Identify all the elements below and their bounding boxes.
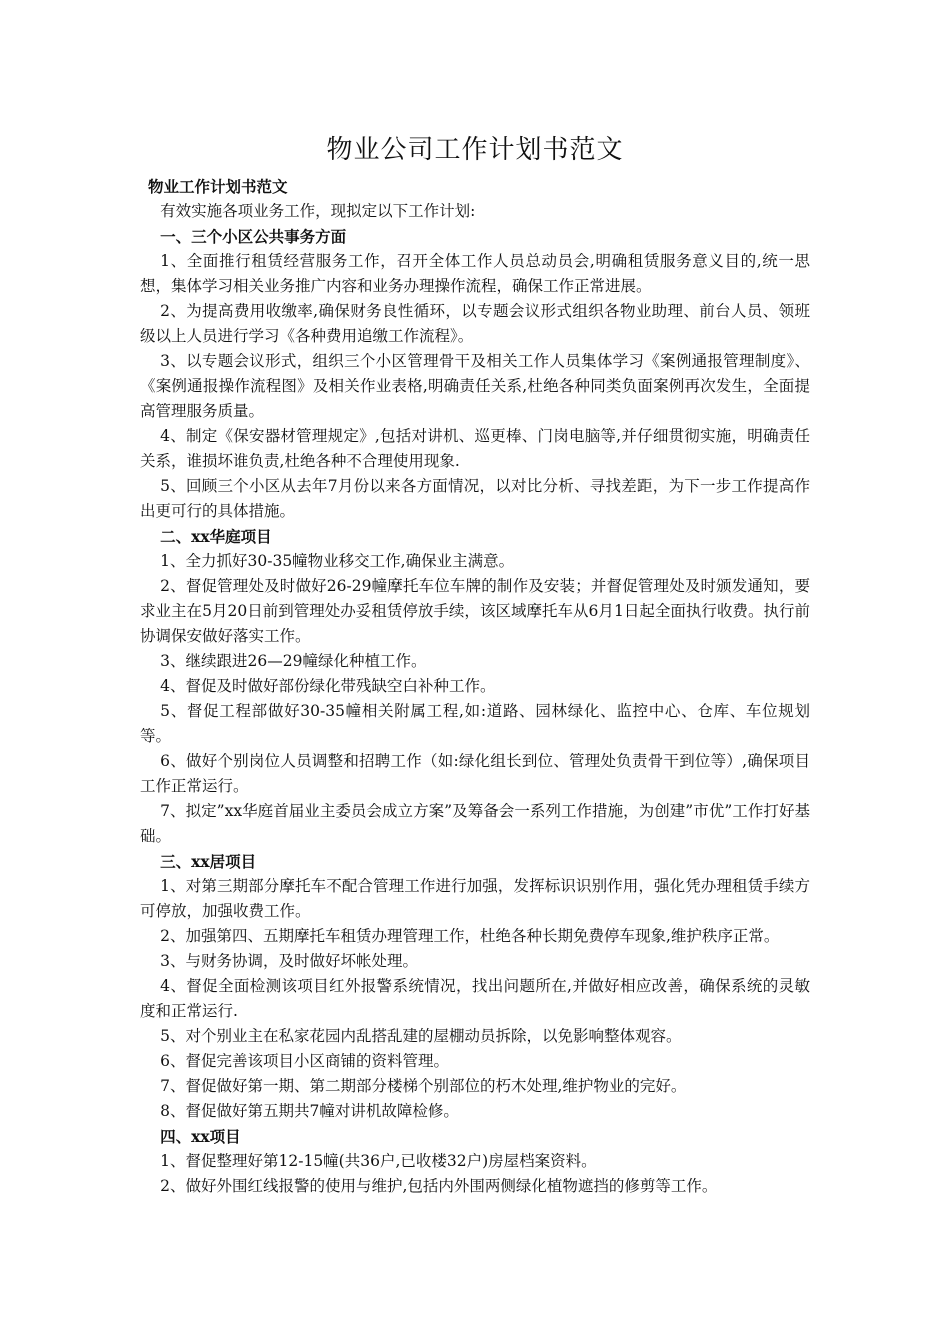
section-2: [140, 524, 810, 849]
list-item: 7、拟定”xx华庭首届业主委员会成立方案”及筹备会一系列工作措施，为创建”市优”工作打好基础。: [140, 802, 810, 845]
section-3: [140, 849, 810, 1124]
list-item: 4、制定《保安器材管理规定》,包括对讲机、巡更棒、门岗电脑等,并仔细贯彻实施，明确责任关系，谁损坏谁负责,杜绝各种不合理使用现象.: [140, 427, 810, 470]
list-item: 8、督促做好第五期共7幢对讲机故障检修。: [160, 1102, 459, 1120]
list-item: 3、以专题会议形式，组织三个小区管理骨干及相关工作人员集体学习《案例通报管理制度》、《案例通报操作流程图》及相关作业表格,明确责任关系,杜绝各种同类负面案例再次发生，全面提高管理服务质量。: [140, 352, 810, 420]
list-item: 4、督促及时做好部份绿化带残缺空白补种工作。: [160, 677, 496, 695]
list-item: 1、全面推行租赁经营服务工作，召开全体工作人员总动员会,明确租赁服务意义目的,统一思想，集体学习相关业务推广内容和业务办理操作流程，确保工作正常进展。: [140, 252, 810, 295]
list-item: 5、回顾三个小区从去年7月份以来各方面情况，以对比分析、寻找差距，为下一步工作提高作出更可行的具体措施。: [140, 477, 810, 520]
list-item: 2、为提高费用收缴率,确保财务良性循环，以专题会议形式组织各物业助理、前台人员、领班级以上人员进行学习《各种费用追缴工作流程》。: [140, 302, 810, 345]
list-item: 2、做好外围红线报警的使用与维护,包括内外围两侧绿化植物遮挡的修剪等工作。: [160, 1177, 718, 1195]
list-item: 1、督促整理好第12-15幢(共36户,已收楼32户)房屋档案资料。: [160, 1152, 597, 1170]
list-item: 7、督促做好第一期、第二期部分楼梯个别部位的朽木处理,维护物业的完好。: [160, 1077, 687, 1095]
list-item: 2、督促管理处及时做好26-29幢摩托车位车牌的制作及安装；并督促管理处及时颁发通知，要求业主在5月20日前到管理处办妥租赁停放手续，该区域摩托车从6月1日起全面执行收费。执行前协调保安做好落实工作。: [140, 577, 810, 645]
list-item: 3、继续跟进26—29幢绿化种植工作。: [160, 652, 427, 670]
list-item: 2、加强第四、五期摩托车租赁办理管理工作，杜绝各种长期免费停车现象,维护秩序正常。: [160, 927, 780, 945]
list-item: 6、督促完善该项目小区商铺的资料管理。: [160, 1052, 450, 1070]
section-heading: 一、三个小区公共事务方面: [160, 227, 347, 246]
section-heading: 四、xx项目: [160, 1127, 241, 1146]
section-4: [140, 1124, 810, 1199]
list-item: 6、做好个别岗位人员调整和招聘工作（如:绿化组长到位、管理处负责骨干到位等）,确保项目工作正常运行。: [140, 752, 810, 795]
section-1: [140, 224, 810, 524]
list-item: 3、与财务协调，及时做好坏帐处理。: [160, 952, 419, 970]
section-heading: 三、xx居项目: [160, 852, 257, 871]
list-item: 5、督促工程部做好30-35幢相关附属工程,如:道路、园林绿化、监控中心、仓库、车位规划等。: [140, 702, 810, 745]
list-item: 1、全力抓好30-35幢物业移交工作,确保业主满意。: [160, 552, 515, 570]
list-item: 4、督促全面检测该项目红外报警系统情况，找出问题所在,并做好相应改善，确保系统的灵敏度和正常运行.: [140, 977, 810, 1020]
list-item: 5、对个别业主在私家花园内乱搭乱建的屋棚动员拆除，以免影响整体观容。: [160, 1027, 682, 1045]
page-title: 物业公司工作计划书范文: [326, 135, 624, 165]
document-subtitle: 物业工作计划书范文: [148, 177, 288, 196]
section-heading: 二、xx华庭项目: [160, 527, 272, 546]
list-item: 1、对第三期部分摩托车不配合管理工作进行加强，发挥标识识别作用，强化凭办理租赁手续方可停放，加强收费工作。: [140, 877, 810, 920]
document-page: [140, 132, 810, 1199]
intro-paragraph: 有效实施各项业务工作，现拟定以下工作计划:: [160, 202, 476, 220]
